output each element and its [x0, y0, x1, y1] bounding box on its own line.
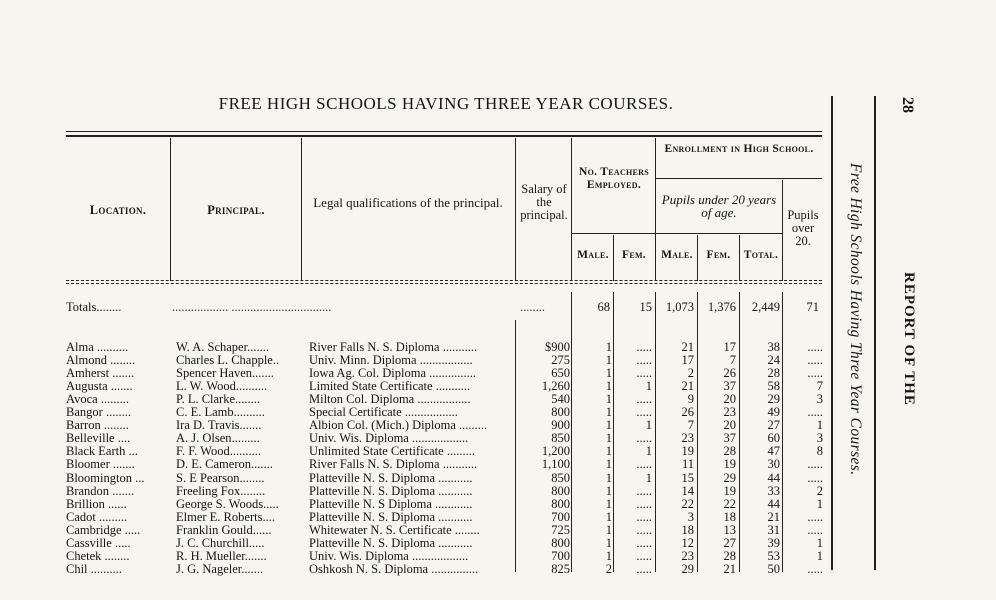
- header-rule: [66, 280, 822, 281]
- row-male-teachers: 1: [605, 340, 612, 354]
- row-fem: 19: [723, 457, 736, 472]
- row-total: 33: [767, 483, 780, 498]
- margin-rule: [874, 96, 876, 570]
- col-divider: [571, 292, 572, 572]
- row-fem-teachers: .....: [636, 392, 652, 407]
- row-over20: .....: [807, 457, 823, 472]
- row-male: 15: [681, 470, 694, 485]
- row-male: 19: [681, 444, 694, 459]
- row-qualification: Platteville N. S. Diploma ...........: [309, 484, 473, 498]
- row-principal: D. E. Cameron.......: [176, 458, 273, 472]
- row-qualification: River Falls N. S. Diploma ...........: [309, 458, 478, 472]
- row-qualification: Albion Col. (Mich.) Diploma .........: [309, 419, 488, 433]
- row-total: 49: [767, 405, 780, 420]
- row-qualification: Univ. Wis. Diploma ..................: [309, 432, 469, 446]
- row-salary: 850: [551, 470, 570, 485]
- row-qualification: Oshkosh N. S. Diploma ...............: [309, 562, 479, 576]
- header-under20: Pupils under 20 years of age.: [661, 192, 777, 220]
- row-male: 17: [681, 353, 694, 368]
- col-divider: [571, 138, 572, 281]
- row-salary: 850: [551, 431, 570, 446]
- row-total: 44: [767, 496, 780, 511]
- col-divider: [655, 138, 656, 281]
- row-fem-teachers: .....: [636, 431, 652, 446]
- row-over20: 2: [816, 483, 823, 498]
- row-male: 3: [687, 509, 694, 524]
- row-fem: 28: [723, 548, 736, 563]
- row-principal: Freeling Fox........: [176, 484, 266, 498]
- row-location: Belleville ....: [66, 432, 131, 446]
- row-male: 26: [681, 405, 694, 420]
- row-total: 21: [767, 509, 780, 524]
- row-qualification: Platteville N. S Diploma ............: [309, 497, 473, 511]
- row-fem: 29: [723, 470, 736, 485]
- row-salary: 800: [551, 405, 570, 420]
- row-fem: 17: [723, 340, 736, 354]
- row-fem: 13: [723, 522, 736, 537]
- row-fem-teachers: 1: [645, 418, 652, 433]
- row-location: Cassville .....: [66, 536, 131, 550]
- row-male-teachers: 1: [605, 444, 612, 459]
- row-fem-teachers: 1: [645, 470, 652, 485]
- row-qualification: Univ. Wis. Diploma ..................: [309, 549, 469, 563]
- row-fem: 23: [723, 405, 736, 420]
- row-qualification: Special Certificate .................: [309, 406, 458, 420]
- row-over20: .....: [807, 353, 823, 368]
- row-over20: 1: [816, 496, 823, 511]
- row-total: 38: [767, 340, 780, 354]
- row-salary: 800: [551, 496, 570, 511]
- row-over20: 3: [816, 431, 823, 446]
- row-salary: 650: [551, 366, 570, 381]
- row-male-teachers: 1: [605, 535, 612, 550]
- row-total: 24: [767, 353, 780, 368]
- totals-male-teachers: 68: [597, 300, 610, 314]
- row-fem-teachers: .....: [636, 340, 652, 354]
- totals-leader: ........: [520, 300, 545, 314]
- col-divider: [697, 292, 698, 572]
- row-over20: 1: [816, 418, 823, 433]
- row-total: 28: [767, 366, 780, 381]
- page-number: 28: [899, 97, 916, 113]
- row-location: Amherst .......: [66, 367, 135, 381]
- row-male: 7: [687, 418, 694, 433]
- row-location: Chil ..........: [66, 562, 122, 576]
- row-salary: 1,260: [541, 379, 570, 394]
- top-rule-thick: [66, 135, 822, 137]
- row-principal: L. W. Wood..........: [176, 380, 268, 394]
- row-male: 29: [681, 561, 694, 576]
- row-male-teachers: 1: [605, 353, 612, 368]
- row-male-teachers: 1: [605, 522, 612, 537]
- row-total: 31: [767, 522, 780, 537]
- row-fem-teachers: .....: [636, 457, 652, 472]
- row-fem-teachers: .....: [636, 535, 652, 550]
- row-fem: 22: [723, 496, 736, 511]
- row-principal: A. J. Olsen.........: [176, 432, 260, 446]
- row-qualification: Whitewater N. S. Certificate ........: [309, 523, 480, 537]
- row-total: 27: [767, 418, 780, 433]
- enrollment-rule: [656, 178, 822, 179]
- row-qualification: Platteville N. S. Diploma ...........: [309, 510, 473, 524]
- row-principal: P. L. Clarke........: [176, 393, 261, 407]
- row-male-teachers: 1: [605, 431, 612, 446]
- row-location: Cadot .........: [66, 510, 128, 524]
- row-male: 18: [681, 522, 694, 537]
- row-principal: George S. Woods.....: [176, 497, 279, 511]
- totals-fem: 1,376: [707, 300, 736, 314]
- row-location: Bloomington ...: [66, 471, 145, 485]
- row-salary: 1,200: [541, 444, 570, 459]
- row-male: 21: [681, 340, 694, 354]
- header-enr-total: Total.: [743, 249, 779, 261]
- row-fem: 20: [723, 392, 736, 407]
- row-male-teachers: 1: [605, 379, 612, 394]
- row-over20: .....: [807, 340, 823, 354]
- row-male-teachers: 1: [605, 548, 612, 563]
- col-divider: [170, 138, 171, 281]
- row-fem: 21: [723, 561, 736, 576]
- row-principal: S. E Pearson........: [176, 471, 265, 485]
- col-divider: [782, 292, 783, 572]
- running-head: REPORT OF THE: [901, 272, 917, 406]
- row-male-teachers: 1: [605, 457, 612, 472]
- header-location: Location.: [89, 203, 147, 217]
- header-rule-2: [66, 283, 822, 284]
- col-divider: [655, 292, 656, 572]
- row-salary: 700: [551, 548, 570, 563]
- row-total: 44: [767, 470, 780, 485]
- col-divider: [739, 292, 740, 572]
- row-location: Avoca .........: [66, 393, 129, 407]
- header-teachers: No. Teachers Employed.: [578, 166, 650, 191]
- row-salary: 700: [551, 509, 570, 524]
- row-over20: .....: [807, 405, 823, 420]
- row-salary: 800: [551, 535, 570, 550]
- totals-total: 2,449: [751, 300, 780, 314]
- row-location: Alma ..........: [66, 341, 129, 354]
- row-over20: .....: [807, 561, 823, 576]
- row-fem-teachers: 1: [645, 379, 652, 394]
- row-fem: 7: [729, 353, 736, 368]
- row-location: Almond ........: [66, 354, 136, 368]
- row-fem: 28: [723, 444, 736, 459]
- row-fem-teachers: .....: [636, 548, 652, 563]
- row-salary: 900: [551, 418, 570, 433]
- row-male-teachers: 1: [605, 483, 612, 498]
- row-qualification: Unlimited State Certificate .........: [309, 445, 475, 459]
- row-fem-teachers: .....: [636, 353, 652, 368]
- row-fem-teachers: .....: [636, 483, 652, 498]
- row-salary: 275: [551, 353, 570, 368]
- row-total: 58: [767, 379, 780, 394]
- row-qualification: Milton Col. Diploma .................: [309, 393, 471, 407]
- header-qualifications: Legal qualifications of the principal.: [313, 195, 503, 210]
- header-principal: Principal.: [207, 203, 265, 217]
- header-enr-fem: Fem.: [706, 249, 731, 261]
- row-male-teachers: 2: [605, 561, 612, 576]
- row-total: 50: [767, 561, 780, 576]
- header-teachers-fem: Fem.: [622, 249, 646, 261]
- row-over20: .....: [807, 522, 823, 537]
- row-fem-teachers: .....: [636, 366, 652, 381]
- header-enrollment: Enrollment in High School.: [664, 143, 814, 155]
- row-salary: 725: [551, 522, 570, 537]
- row-fem: 18: [723, 509, 736, 524]
- row-male: 23: [681, 431, 694, 446]
- row-male: 9: [687, 392, 694, 407]
- row-location: Brillion ......: [66, 497, 127, 511]
- header-enr-male: Male.: [661, 249, 693, 261]
- row-location: Barron ........: [66, 419, 129, 433]
- row-qualification: Limited State Certificate ...........: [309, 380, 471, 394]
- header-over20: Pupils over 20.: [787, 208, 819, 248]
- totals-leader: .................. ................................: [172, 300, 332, 314]
- row-over20: 1: [816, 535, 823, 550]
- row-location: Black Earth ...: [66, 445, 138, 459]
- row-qualification: Univ. Minn. Diploma .................: [309, 354, 473, 368]
- row-total: 47: [767, 444, 780, 459]
- row-location: Brandon .......: [66, 484, 135, 498]
- row-principal: Charles L. Chapple..: [176, 354, 280, 368]
- row-location: Augusta .......: [66, 380, 133, 394]
- row-male-teachers: 1: [605, 509, 612, 524]
- row-qualification: River Falls N. S. Diploma ...........: [309, 341, 478, 354]
- row-total: 29: [767, 392, 780, 407]
- row-salary: 1,100: [541, 457, 570, 472]
- row-male: 2: [687, 366, 694, 381]
- row-principal: Spencer Haven.......: [176, 367, 274, 381]
- row-location: Cambridge .....: [66, 523, 141, 537]
- row-male: 12: [681, 535, 694, 550]
- row-principal: W. A. Schaper.......: [176, 341, 269, 354]
- totals-over20: 71: [806, 300, 819, 314]
- row-male-teachers: 1: [605, 405, 612, 420]
- row-principal: J. G. Nageler.......: [176, 562, 264, 576]
- top-rule: [66, 131, 822, 132]
- row-principal: J. C. Churchill.....: [176, 536, 265, 550]
- under20-rule: [656, 233, 782, 234]
- row-over20: 1: [816, 548, 823, 563]
- row-male-teachers: 1: [605, 366, 612, 381]
- row-fem: 20: [723, 418, 736, 433]
- side-title: Free High Schools Having Three Year Courses.: [847, 163, 864, 476]
- row-over20: .....: [807, 470, 823, 485]
- row-principal: C. E. Lamb..........: [176, 406, 265, 420]
- col-divider: [515, 320, 516, 572]
- row-fem-teachers: .....: [636, 522, 652, 537]
- row-male-teachers: 1: [605, 392, 612, 407]
- row-male-teachers: 1: [605, 418, 612, 433]
- row-total: 60: [767, 431, 780, 446]
- totals-male: 1,073: [665, 300, 694, 314]
- totals-fem-teachers: 15: [639, 300, 652, 314]
- header-teachers-male: Male.: [577, 249, 609, 261]
- row-qualification: Iowa Ag. Col. Diploma ...............: [309, 367, 477, 381]
- row-principal: Franklin Gould......: [176, 523, 272, 537]
- row-salary: 800: [551, 483, 570, 498]
- row-fem-teachers: .....: [636, 405, 652, 420]
- row-qualification: Platteville N. S. Diploma ...........: [309, 536, 473, 550]
- row-over20: 8: [816, 444, 823, 459]
- row-male-teachers: 1: [605, 470, 612, 485]
- row-fem: 37: [723, 431, 736, 446]
- totals-label: Totals........: [66, 300, 122, 314]
- col-divider: [613, 292, 614, 572]
- row-over20: .....: [807, 509, 823, 524]
- row-location: Bangor ........: [66, 406, 131, 420]
- row-male: 21: [681, 379, 694, 394]
- row-over20: 7: [816, 379, 823, 394]
- margin-rule: [831, 96, 833, 570]
- row-male: 23: [681, 548, 694, 563]
- row-over20: .....: [807, 366, 823, 381]
- row-salary: 540: [551, 392, 570, 407]
- page-title: FREE HIGH SCHOOLS HAVING THREE YEAR COURSES.: [218, 94, 674, 113]
- row-fem-teachers: .....: [636, 496, 652, 511]
- header-salary: Salary of the principal.: [520, 182, 568, 222]
- row-total: 39: [767, 535, 780, 550]
- row-male-teachers: 1: [605, 496, 612, 511]
- row-fem: 26: [723, 366, 736, 381]
- row-principal: Elmer E. Roberts....: [176, 510, 275, 524]
- row-fem-teachers: .....: [636, 509, 652, 524]
- row-location: Chetek ........: [66, 549, 130, 563]
- row-total: 53: [767, 548, 780, 563]
- col-divider: [515, 138, 516, 281]
- row-principal: F. F. Wood..........: [176, 445, 261, 459]
- row-principal: Ira D. Travis.......: [176, 419, 262, 433]
- row-qualification: Platteville N. S. Diploma ...........: [309, 471, 473, 485]
- row-male: 14: [681, 483, 694, 498]
- row-total: 30: [767, 457, 780, 472]
- row-fem-teachers: .....: [636, 561, 652, 576]
- col-divider: [301, 138, 302, 281]
- row-fem-teachers: 1: [645, 444, 652, 459]
- teachers-rule: [572, 233, 655, 234]
- row-male: 11: [681, 457, 694, 472]
- row-male: 22: [681, 496, 694, 511]
- row-over20: 3: [816, 392, 823, 407]
- row-fem: 37: [723, 379, 736, 394]
- row-location: Bloomer .......: [66, 458, 135, 472]
- row-salary: 825: [551, 561, 570, 576]
- row-principal: R. H. Mueller.......: [176, 549, 267, 563]
- row-fem: 27: [723, 535, 736, 550]
- row-fem: 19: [723, 483, 736, 498]
- row-salary: $900: [545, 340, 570, 354]
